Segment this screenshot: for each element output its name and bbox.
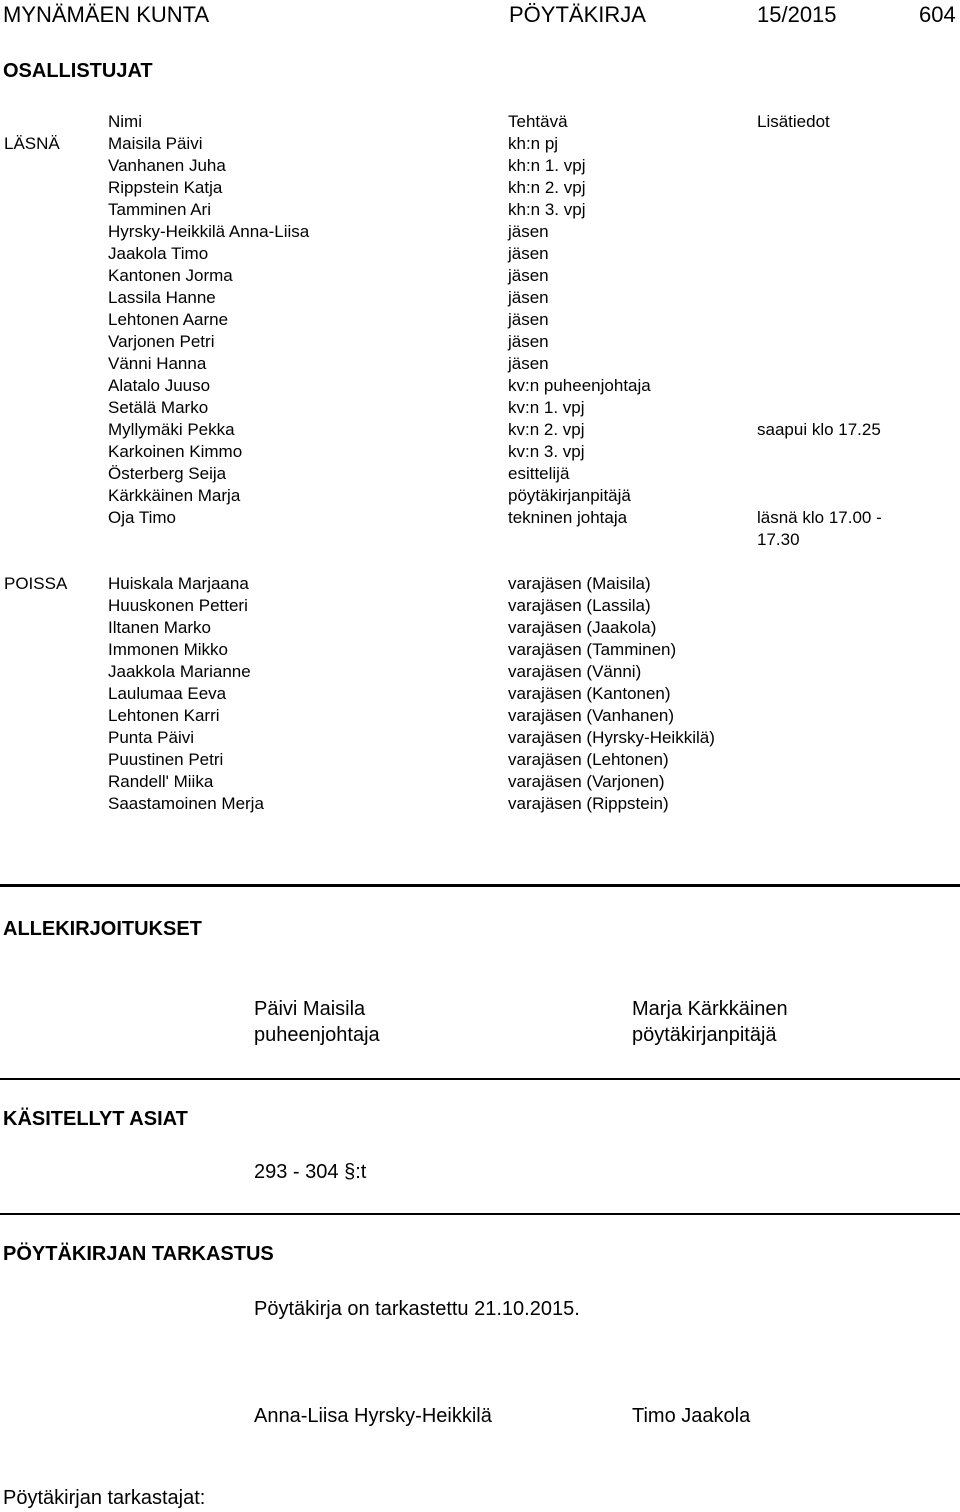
participant-name: Hyrsky-Heikkilä Anna-Liisa [108, 222, 310, 241]
absent-name: Randell' Miika [108, 772, 214, 791]
absent-role: varajäsen (Vänni) [508, 662, 642, 681]
participant-row [0, 464, 960, 486]
absent-row [0, 640, 960, 662]
participant-role: jäsen [508, 266, 549, 285]
absent-label: POISSA [4, 574, 68, 593]
participant-name: Setälä Marko [108, 398, 209, 417]
review-statement: Pöytäkirja on tarkastettu 21.10.2015. [254, 1298, 580, 1320]
signatures-title: ALLEKIRJOITUKSET [3, 918, 202, 940]
absent-row [0, 618, 960, 640]
absent-name: Lehtonen Karri [108, 706, 220, 725]
participant-role: jäsen [508, 288, 549, 307]
participant-role: jäsen [508, 310, 549, 329]
items-title: KÄSITELLYT ASIAT [3, 1108, 188, 1130]
absent-row [0, 596, 960, 618]
participant-name: Kärkkäinen Marja [108, 486, 241, 505]
reviewer-1-name: Anna-Liisa Hyrsky-Heikkilä [254, 1405, 492, 1427]
participant-name: Lassila Hanne [108, 288, 216, 307]
participant-name: Rippstein Katja [108, 178, 223, 197]
absent-role: varajäsen (Vanhanen) [508, 706, 675, 725]
participant-name: Jaakola Timo [108, 244, 209, 263]
participant-name: Myllymäki Pekka [108, 420, 235, 439]
participant-name: Alatalo Juuso [108, 376, 211, 395]
reviewers-label: Pöytäkirjan tarkastajat: [3, 1487, 206, 1509]
signature-left-name: Päivi Maisila [254, 998, 366, 1020]
absent-name: Huuskonen Petteri [108, 596, 248, 615]
participant-row-continuation [0, 530, 960, 552]
participant-row [0, 332, 960, 354]
absent-row [0, 706, 960, 728]
absent-name: Puustinen Petri [108, 750, 224, 769]
participant-role: kh:n pj [508, 134, 559, 153]
absent-name: Huiskala Marjaana [108, 574, 249, 593]
reviewer-2-name: Timo Jaakola [632, 1405, 751, 1427]
participant-role: kv:n puheenjohtaja [508, 376, 651, 395]
participant-row [0, 288, 960, 310]
column-header-role: Tehtävä [508, 112, 568, 131]
participant-role: kv:n 2. vpj [508, 420, 585, 439]
absent-role: varajäsen (Hyrsky-Heikkilä) [508, 728, 715, 747]
document-number: 15/2015 [757, 2, 837, 27]
absent-name: Punta Päivi [108, 728, 194, 747]
absent-row [0, 750, 960, 772]
absent-role: varajäsen (Varjonen) [508, 772, 665, 791]
participant-row [0, 266, 960, 288]
participant-role: esittelijä [508, 464, 570, 483]
participant-name: Lehtonen Aarne [108, 310, 229, 329]
absent-role: varajäsen (Rippstein) [508, 794, 669, 813]
absent-role: varajäsen (Kantonen) [508, 684, 671, 703]
municipality-name: MYNÄMÄEN KUNTA [3, 2, 210, 27]
participant-name: Tamminen Ari [108, 200, 211, 219]
absent-row [0, 684, 960, 706]
participant-row [0, 156, 960, 178]
participant-row [0, 222, 960, 244]
absent-role: varajäsen (Tamminen) [508, 640, 677, 659]
signature-right-name: Marja Kärkkäinen [632, 998, 788, 1020]
participant-row [0, 178, 960, 200]
participant-name: Österberg Seija [108, 464, 227, 483]
participants-title: OSALLISTUJAT [3, 60, 153, 82]
participant-name: Vänni Hanna [108, 354, 207, 373]
participant-info: 17.30 [757, 530, 800, 549]
participant-role: jäsen [508, 244, 549, 263]
participant-role: jäsen [508, 354, 549, 373]
participant-info: läsnä klo 17.00 - [757, 508, 882, 527]
participant-name: Oja Timo [108, 508, 177, 527]
absent-row [0, 772, 960, 794]
participant-row [0, 398, 960, 420]
absent-name: Jaakkola Marianne [108, 662, 251, 681]
participant-role: kv:n 3. vpj [508, 442, 585, 461]
participant-name: Kantonen Jorma [108, 266, 233, 285]
section-divider [0, 1078, 960, 1080]
participant-role: kv:n 1. vpj [508, 398, 585, 417]
participant-role: kh:n 3. vpj [508, 200, 586, 219]
document-type: PÖYTÄKIRJA [509, 2, 646, 27]
participant-role: tekninen johtaja [508, 508, 628, 527]
signature-right-role: pöytäkirjanpitäjä [632, 1024, 777, 1046]
participant-role: jäsen [508, 332, 549, 351]
participant-row [0, 244, 960, 266]
absent-name: Immonen Mikko [108, 640, 228, 659]
absent-row [0, 662, 960, 684]
participant-row [0, 420, 960, 442]
absent-row [0, 728, 960, 750]
column-header-name: Nimi [108, 112, 142, 131]
section-divider [0, 884, 960, 887]
participant-name: Karkoinen Kimmo [108, 442, 243, 461]
absent-name: Laulumaa Eeva [108, 684, 227, 703]
participant-role: kh:n 2. vpj [508, 178, 586, 197]
participant-row [0, 508, 960, 530]
participant-role: jäsen [508, 222, 549, 241]
absent-role: varajäsen (Maisila) [508, 574, 651, 593]
participant-row [0, 310, 960, 332]
participant-role: kh:n 1. vpj [508, 156, 586, 175]
signature-left-role: puheenjohtaja [254, 1024, 380, 1046]
absent-name: Iltanen Marko [108, 618, 211, 637]
absent-row [0, 794, 960, 816]
section-divider [0, 1213, 960, 1215]
absent-role: varajäsen (Jaakola) [508, 618, 657, 637]
participant-name: Maisila Päivi [108, 134, 203, 153]
absent-role: varajäsen (Lehtonen) [508, 750, 669, 769]
absent-role: varajäsen (Lassila) [508, 596, 651, 615]
absent-name: Saastamoinen Merja [108, 794, 264, 813]
participant-row [0, 442, 960, 464]
participant-row [0, 200, 960, 222]
participant-name: Vanhanen Juha [108, 156, 226, 175]
participants-column-headers [0, 112, 960, 134]
participant-row [0, 486, 960, 508]
participant-role: pöytäkirjanpitäjä [508, 486, 631, 505]
present-label: LÄSNÄ [4, 134, 60, 153]
participant-info: saapui klo 17.25 [757, 420, 881, 439]
participant-name: Varjonen Petri [108, 332, 215, 351]
page-number: 604 [919, 2, 956, 27]
participant-row [0, 134, 960, 156]
column-header-info: Lisätiedot [757, 112, 830, 131]
review-title: PÖYTÄKIRJAN TARKASTUS [3, 1243, 274, 1265]
items-range: 293 - 304 §:t [254, 1161, 367, 1183]
participant-row [0, 354, 960, 376]
absent-row [0, 574, 960, 596]
participant-row [0, 376, 960, 398]
